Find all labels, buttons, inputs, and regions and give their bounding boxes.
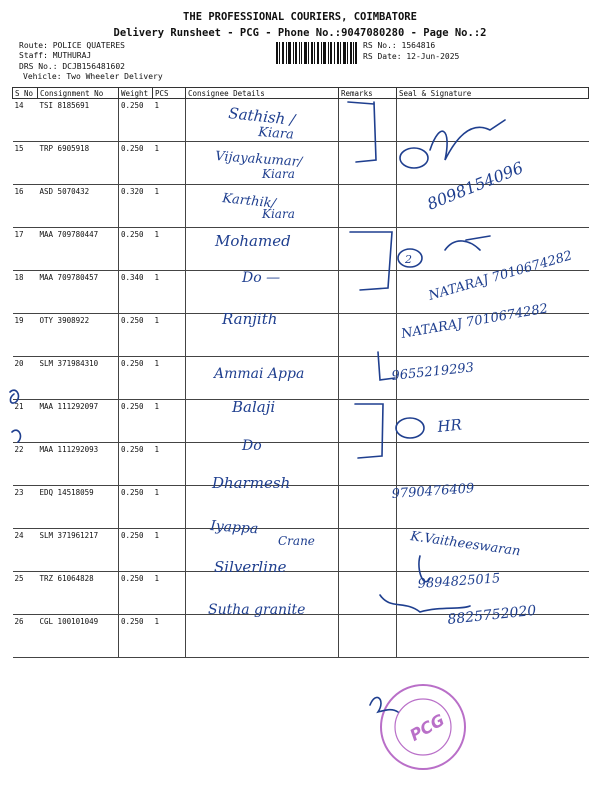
cell-pcs: 1	[153, 357, 186, 400]
table-row	[13, 185, 589, 228]
cell-consignment-no: EDQ 14518059	[38, 486, 119, 529]
cell-consignment-no: TRZ 61064828	[38, 572, 119, 615]
cell-signature	[397, 529, 589, 572]
staff-label: Staff: MUTHURAJ	[19, 51, 92, 60]
handwritten-name-iyappa: Iyappa	[209, 518, 259, 538]
cell-sno: 19	[13, 314, 38, 357]
cell-weight: 0.250	[119, 142, 153, 185]
table-row	[13, 443, 589, 486]
handwritten-name-ammai: Ammai Appa	[214, 366, 305, 382]
cell-consignee	[186, 400, 339, 443]
handwritten-name-crane: Crane	[278, 534, 315, 548]
stamp-text: PCG	[406, 710, 448, 745]
col-weight-header: Weight	[119, 88, 153, 99]
table-row	[13, 400, 589, 443]
cell-consignment-no: OTY 3908922	[38, 314, 119, 357]
cell-signature	[397, 615, 589, 658]
cell-weight: 0.250	[119, 443, 153, 486]
col-sno-header: S No	[13, 88, 38, 99]
cell-remarks	[339, 357, 397, 400]
handwritten-name-vijayakumar: Vijayakumar/	[214, 149, 303, 171]
handwritten-name-kiara-1: Kiara	[257, 125, 295, 143]
cell-sno: 21	[13, 400, 38, 443]
signature-hr-21-22: HR	[436, 415, 463, 436]
table-row	[13, 572, 589, 615]
signature-phone-23: 9790476409	[391, 481, 475, 502]
cell-pcs: 1	[153, 529, 186, 572]
cell-signature	[397, 357, 589, 400]
cell-sno: 22	[13, 443, 38, 486]
cell-pcs: 1	[153, 99, 186, 142]
cell-remarks	[339, 400, 397, 443]
cell-remarks	[339, 443, 397, 486]
cell-remarks	[339, 314, 397, 357]
cell-remarks	[339, 142, 397, 185]
cell-signature	[397, 443, 589, 486]
cell-signature	[397, 572, 589, 615]
cell-consignment-no: CGL 100101049	[38, 615, 119, 658]
cell-consignee	[186, 142, 339, 185]
signature-phone-26: 8825752020	[446, 602, 538, 628]
cell-sno: 18	[13, 271, 38, 314]
cell-sno: 16	[13, 185, 38, 228]
table-row	[13, 529, 589, 572]
signature-phone-14-16: 8098154096	[424, 157, 526, 214]
cell-sno: 25	[13, 572, 38, 615]
cell-signature	[397, 99, 589, 142]
rs-no-label: RS No.: 1564816	[363, 41, 436, 50]
signature-nataraj-19: NATARAJ 7010674282	[400, 301, 550, 342]
circle-number-2: 2	[405, 253, 412, 266]
cell-pcs: 1	[153, 228, 186, 271]
signature-vaitheeswaran-24: K.Vaitheeswaran	[409, 529, 522, 560]
handwritten-name-do-2: Do	[242, 438, 262, 454]
cell-weight: 0.250	[119, 400, 153, 443]
cell-consignment-no: ASD 5070432	[38, 185, 119, 228]
cell-consignee	[186, 271, 339, 314]
cell-weight: 0.250	[119, 228, 153, 271]
cell-sno: 14	[13, 99, 38, 142]
signature-phone-25: 9894825015	[417, 571, 501, 592]
cell-consignee	[186, 615, 339, 658]
cell-consignment-no: MAA 111292093	[38, 443, 119, 486]
cell-remarks	[339, 271, 397, 314]
runsheet-subtitle: Delivery Runsheet - PCG - Phone No.:9047080280 - Page No.:2	[113, 27, 487, 39]
cell-weight: 0.250	[119, 615, 153, 658]
vehicle-label: Vehicle: Two Wheeler Delivery	[23, 72, 163, 81]
cell-signature	[397, 185, 589, 228]
cell-pcs: 1	[153, 572, 186, 615]
handwritten-name-silverline: Silverline	[214, 558, 287, 576]
handwritten-name-karthik: Karthik/	[221, 191, 277, 212]
cell-signature	[397, 314, 589, 357]
cell-consignee	[186, 529, 339, 572]
cell-sno: 15	[13, 142, 38, 185]
cell-consignment-no: SLM 371961217	[38, 529, 119, 572]
pcg-stamp	[381, 685, 465, 769]
signature-phone-20: 9655219293	[390, 360, 475, 384]
handwritten-name-dharmesh: Dharmesh	[212, 474, 291, 492]
handwritten-name-kiara-3: Kiara	[262, 207, 295, 221]
cell-weight: 0.250	[119, 529, 153, 572]
cell-weight: 0.250	[119, 572, 153, 615]
cell-consignee	[186, 185, 339, 228]
handwritten-name-mohamed: Mohamed	[215, 232, 291, 250]
cell-pcs: 1	[153, 400, 186, 443]
cell-sno: 24	[13, 529, 38, 572]
cell-consignee	[186, 357, 339, 400]
cell-consignment-no: MAA 111292097	[38, 400, 119, 443]
col-remarks-header: Remarks	[339, 88, 397, 99]
cell-weight: 0.250	[119, 486, 153, 529]
table-row	[13, 486, 589, 529]
table-header-row	[13, 88, 589, 99]
cell-remarks	[339, 529, 397, 572]
cell-signature	[397, 228, 589, 271]
cell-consignment-no: SLM 371984310	[38, 357, 119, 400]
cell-weight: 0.250	[119, 357, 153, 400]
cell-signature	[397, 400, 589, 443]
cell-consignment-no: TSI 8185691	[38, 99, 119, 142]
table-row	[13, 615, 589, 658]
cell-consignee	[186, 443, 339, 486]
cell-weight: 0.320	[119, 185, 153, 228]
stamp-signature	[370, 697, 398, 712]
col-consignment-header: Consignment No	[38, 88, 119, 99]
handwritten-name-balaji: Balaji	[232, 398, 276, 416]
col-pcs-header: PCS	[153, 88, 186, 99]
cell-consignee	[186, 486, 339, 529]
handwritten-name-sathish: Sathish /	[227, 104, 296, 129]
col-consignee-header: Consignee Details	[186, 88, 339, 99]
cell-pcs: 1	[153, 443, 186, 486]
cell-signature	[397, 486, 589, 529]
cell-consignment-no: TRP 6905918	[38, 142, 119, 185]
runsheet-table	[12, 87, 589, 658]
col-signature-header: Seal & Signature	[397, 88, 589, 99]
cell-remarks	[339, 99, 397, 142]
cell-pcs: 1	[153, 271, 186, 314]
cell-remarks	[339, 615, 397, 658]
company-title: THE PROFESSIONAL COURIERS, COIMBATORE	[183, 11, 417, 23]
cell-remarks	[339, 185, 397, 228]
cell-weight: 0.250	[119, 99, 153, 142]
cell-remarks	[339, 486, 397, 529]
cell-pcs: 1	[153, 314, 186, 357]
cell-consignment-no: MAA 709780447	[38, 228, 119, 271]
cell-pcs: 1	[153, 486, 186, 529]
drs-label: DRS No.: DCJB156481602	[19, 62, 125, 71]
handwritten-name-sutha: Sutha granite	[208, 602, 306, 618]
rs-date-label: RS Date: 12-Jun-2025	[363, 52, 460, 61]
table-row	[13, 271, 589, 314]
cell-sno: 20	[13, 357, 38, 400]
cell-consignee	[186, 228, 339, 271]
barcode-image	[276, 42, 358, 64]
cell-sno: 17	[13, 228, 38, 271]
cell-sno: 26	[13, 615, 38, 658]
table-row	[13, 228, 589, 271]
handwritten-name-kiara-2: Kiara	[262, 167, 295, 181]
handwritten-name-do-1: Do —	[242, 270, 281, 286]
cell-consignee	[186, 314, 339, 357]
cell-weight: 0.340	[119, 271, 153, 314]
cell-consignment-no: MAA 709780457	[38, 271, 119, 314]
cell-sno: 23	[13, 486, 38, 529]
cell-signature	[397, 142, 589, 185]
table-row	[13, 357, 589, 400]
signature-nataraj-17-18: NATARAJ 7010674282	[426, 248, 574, 304]
cell-pcs: 1	[153, 185, 186, 228]
cell-pcs: 1	[153, 615, 186, 658]
handwritten-name-ranjith: Ranjith	[222, 310, 278, 328]
cell-consignee	[186, 572, 339, 615]
table-row	[13, 142, 589, 185]
cell-signature	[397, 271, 589, 314]
cell-weight: 0.250	[119, 314, 153, 357]
table-row	[13, 314, 589, 357]
cell-pcs: 1	[153, 142, 186, 185]
route-label: Route: POLICE QUATERES	[19, 41, 125, 50]
cell-remarks	[339, 228, 397, 271]
cell-remarks	[339, 572, 397, 615]
table-row	[13, 99, 589, 142]
cell-consignee	[186, 99, 339, 142]
